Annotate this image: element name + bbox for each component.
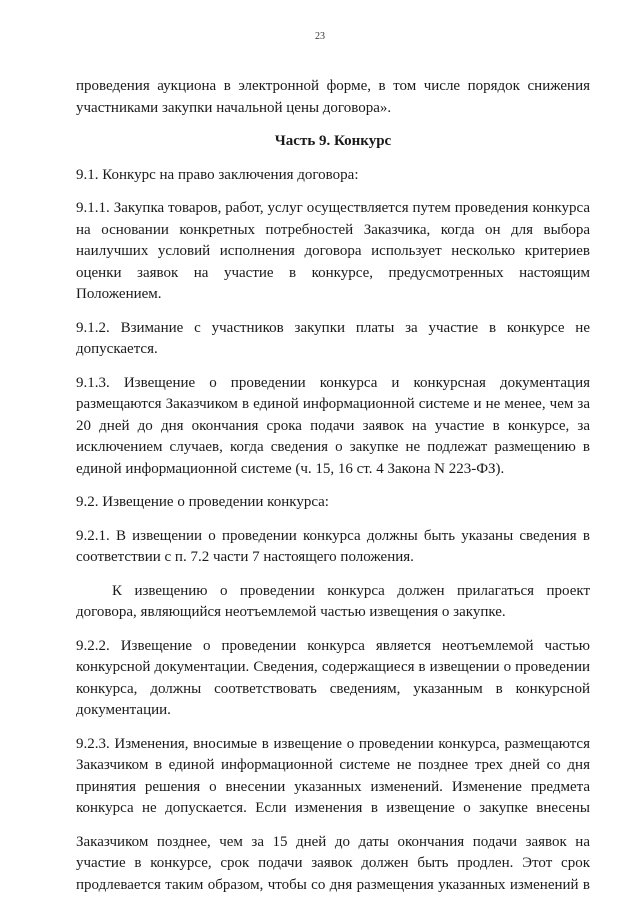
section-9-2-1-attachment: К извещению о проведении конкурса должен прилагаться проект договора, являющийся неотъемлемой частью извещения о закупке. [76,582,590,620]
section-9-2: 9.2. Извещение о проведении конкурса: [76,494,329,510]
section-9-1-3: 9.1.3. Извещение о проведении конкурса и конкурсная документация размещаются Заказчиком в единой информационной системе и не менее, чем за 20 дней до дня окончания срока подачи заявок на участие в конкурсе, за исключением случаев, когда сведения о закупке не подлежат размещению в единой информационной системе (ч. 15, 16 ст. 4 Закона N 223-ФЗ). [76,374,590,477]
document-body [76,76,590,896]
carryover-paragraph: проведения аукциона в электронной форме, в том числе порядок снижения участниками закупки начальной цены договора». [76,78,590,116]
section-9-1: 9.1. Конкурс на право заключения договора: [76,166,359,183]
section-9-2-2: 9.2.2. Извещение о проведении конкурса является неотъемлемой частью конкурсной документации. Сведения, содержащиеся в извещении о проведении конкурса, должны соответствовать сведениям, указанным в конкурсной документации. [76,637,590,718]
section-9-2-3-continuation: Заказчиком позднее, чем за 15 дней до даты окончания подачи заявок на участие в конкурсе, срок подачи заявок должен быть продлен. Этот срок продлевается таким образом, чтобы со дня размещения указанных изменений в [76,833,590,893]
section-9-1-1: 9.1.1. Закупка товаров, работ, услуг осуществляется путем проведения конкурса на основании конкретных потребностей Заказчика, когда он для выбора наилучших условий исполнения договора использует несколько критериев оценки заявок на участие в конкурсе, предусмотренных настоящим Положением. [76,200,590,302]
page-number: 23 [315,31,325,42]
section-9-2-1: 9.2.1. В извещении о проведении конкурса должны быть указаны сведения в соответствии с п. 7.2 части 7 настоящего положения. [76,527,590,565]
part-heading: Часть 9. Конкурс [274,133,392,149]
section-9-2-3: 9.2.3. Изменения, вносимые в извещение о проведении конкурса, размещаются Заказчиком в единой информационной системе не позднее трех дней со дня принятия решения о внесении указанных изменений. Изменение предмета конкурса не допускается. Если изменения в извещение о закупке внесены [76,735,590,816]
section-9-1-2: 9.1.2. Взимание с участников закупки платы за участие в конкурсе не допускается. [76,319,590,357]
